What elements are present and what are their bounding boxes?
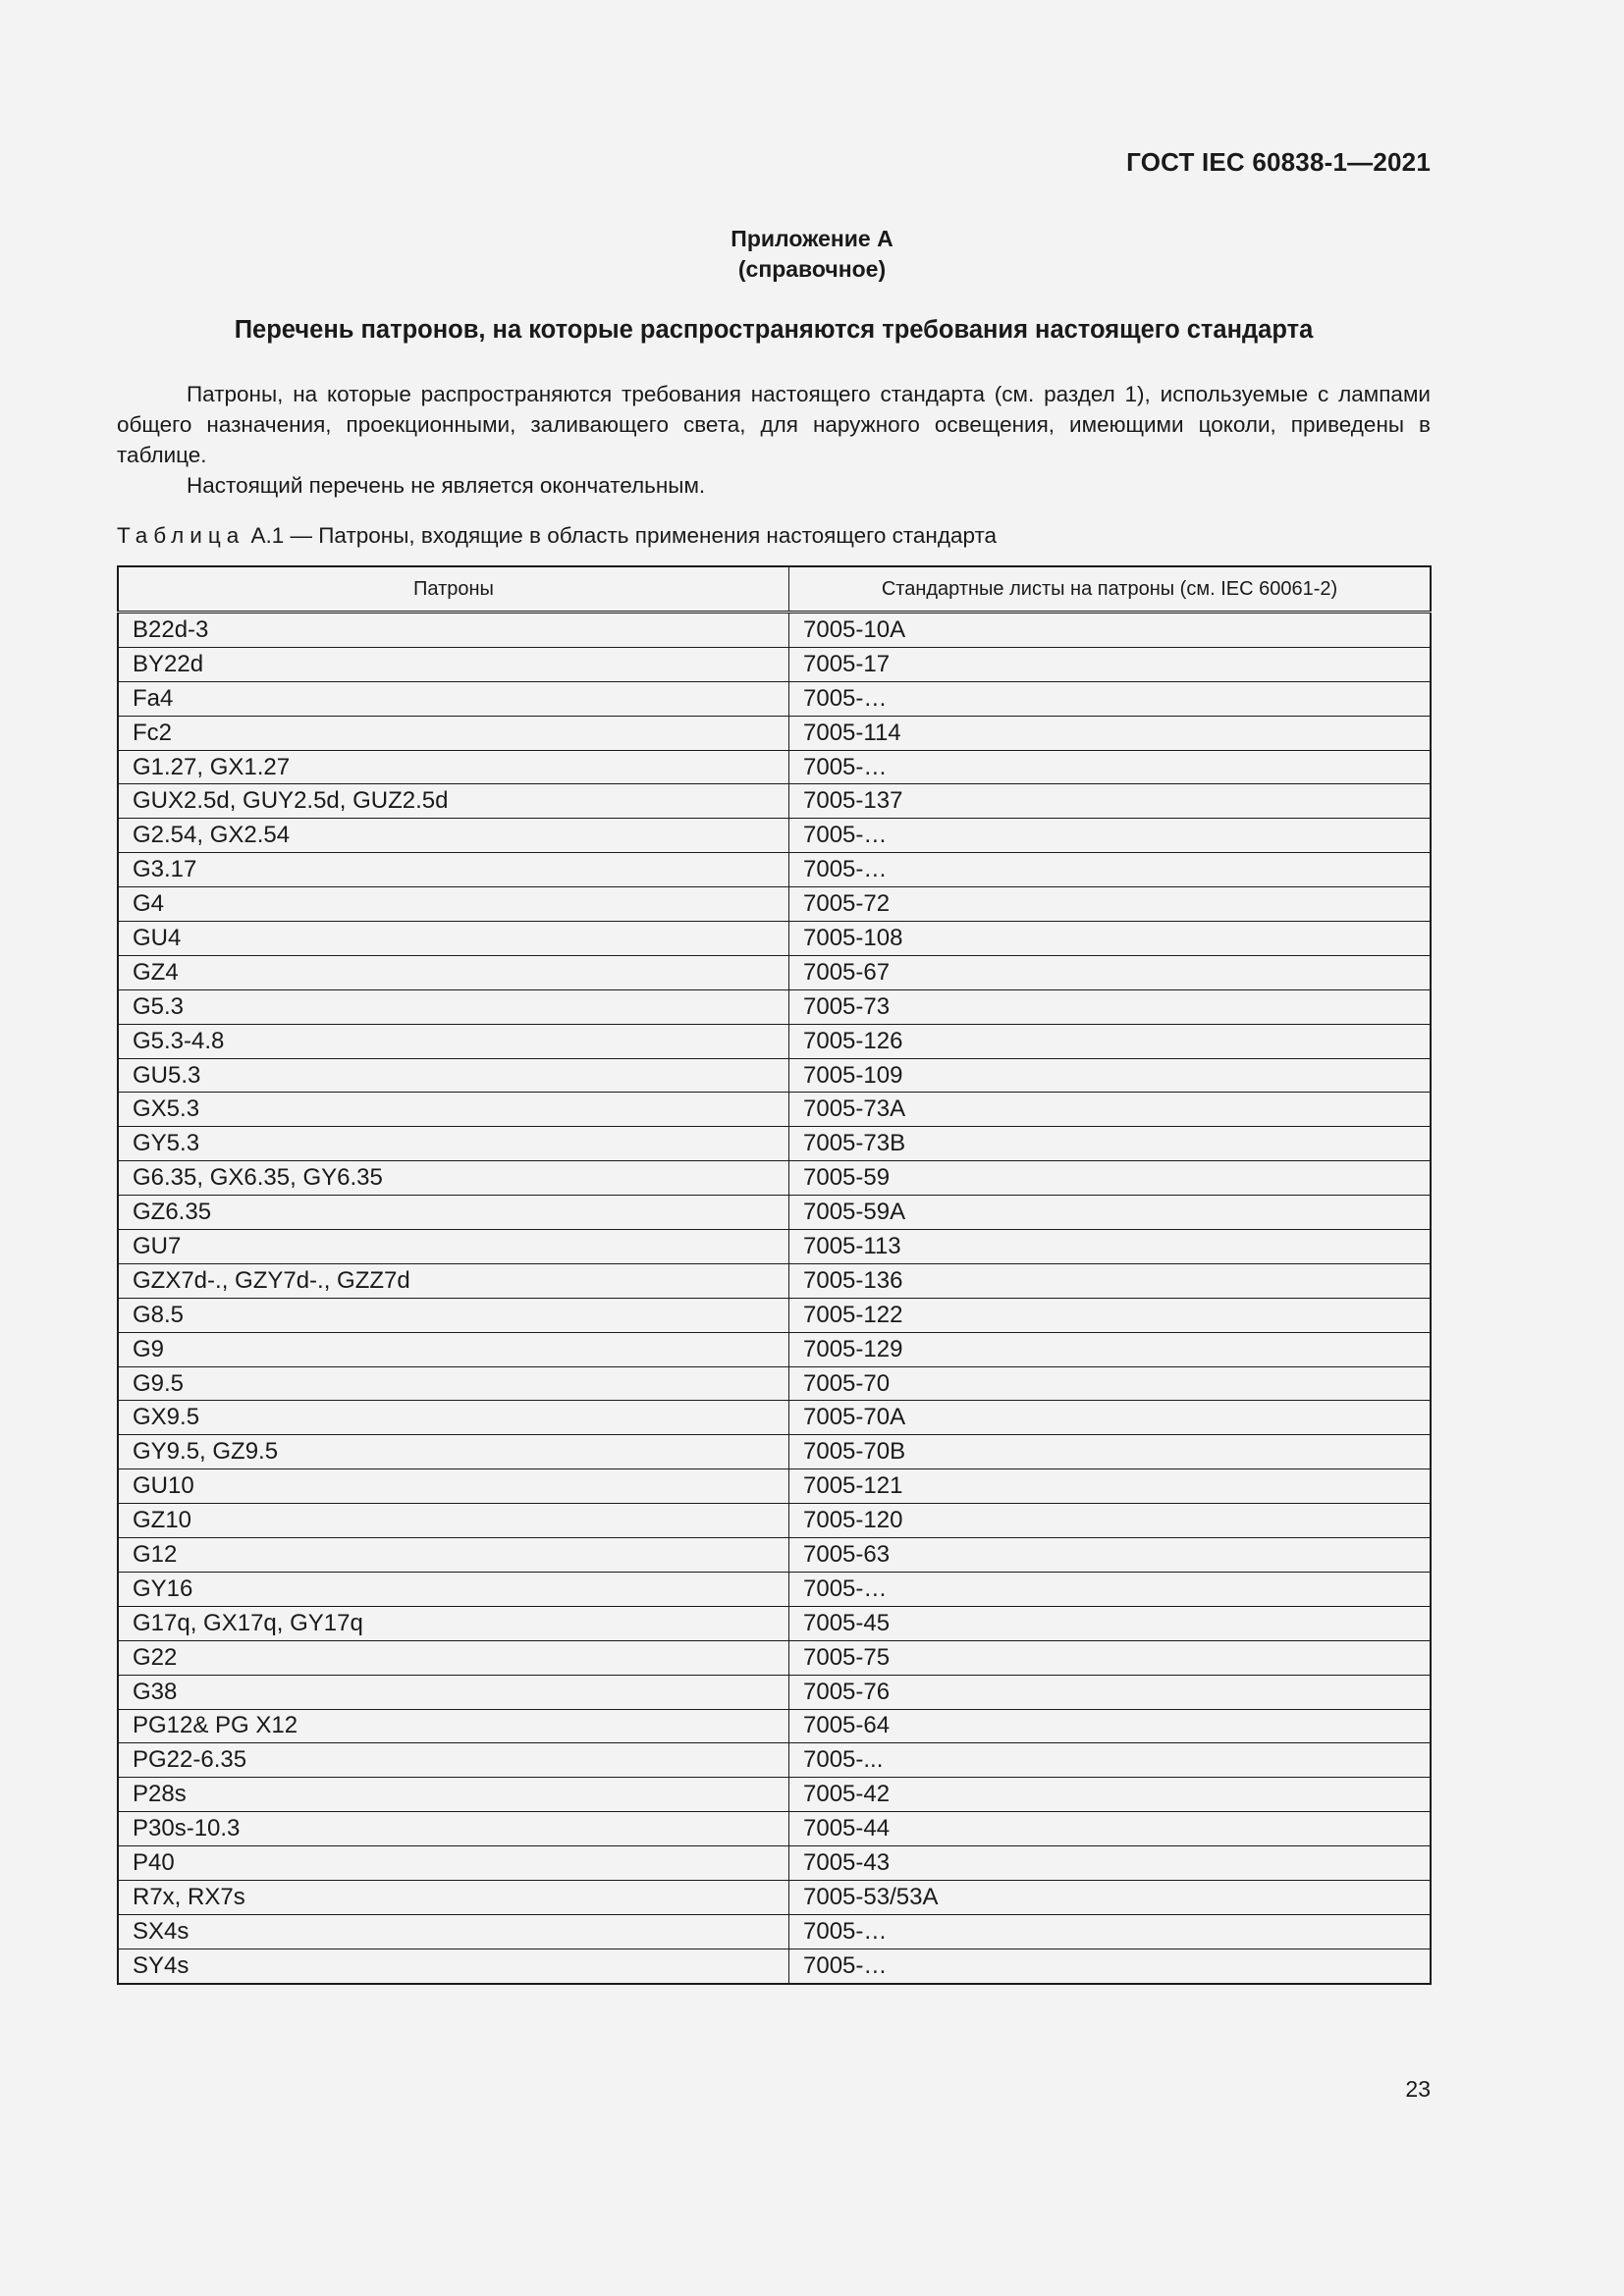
table-row [118,1504,1431,1538]
standard-sheet-cell: 7005-63 [789,1538,1432,1573]
standard-sheet-cell: 7005-114 [789,716,1432,750]
standard-sheet-cell: 7005-53/53A [789,1880,1432,1914]
table-row [118,989,1431,1024]
table-row [118,1127,1431,1161]
socket-cell: G6.35, GX6.35, GY6.35 [118,1161,789,1196]
socket-cell: SY4s [118,1949,789,1983]
socket-cell: Fc2 [118,716,789,750]
table-row [118,1161,1431,1196]
standard-sheet-cell: 7005-… [789,1914,1432,1949]
socket-cell: GU5.3 [118,1058,789,1093]
table-row [118,681,1431,716]
standard-sheet-cell: 7005-122 [789,1298,1432,1332]
intro-paragraph: Патроны, на которые распространяются требования настоящего стандарта (см. раздел 1), используемые с лампами общего назначения, проекционными, заливающего света, для наружного освещения, имеющими цоколи, приведены в таблице. [117,382,1431,467]
socket-cell: G38 [118,1675,789,1709]
table-row [118,1366,1431,1401]
socket-cell: G1.27, GX1.27 [118,750,789,784]
socket-cell: G8.5 [118,1298,789,1332]
table-row [118,1880,1431,1914]
table-row [118,1196,1431,1230]
socket-cell: GY16 [118,1572,789,1606]
table-row [118,716,1431,750]
standard-sheet-cell: 7005-… [789,1949,1432,1983]
socket-cell: GU4 [118,922,789,956]
standard-sheet-cell: 7005-17 [789,647,1432,681]
standard-sheet-cell: 7005-129 [789,1332,1432,1366]
socket-cell: GZ6.35 [118,1196,789,1230]
appendix-subtitle: (справочное) [737,256,887,282]
socket-cell: G3.17 [118,853,789,887]
socket-cell: GZ10 [118,1504,789,1538]
intro-paragraph: Настоящий перечень не является окончательным. [187,473,706,498]
socket-cell: GZX7d-., GZY7d-., GZZ7d [118,1263,789,1298]
socket-cell: GX5.3 [118,1093,789,1127]
standard-sheet-cell: 7005-73 [789,989,1432,1024]
socket-cell: BY22d [118,647,789,681]
standard-sheet-cell: 7005-75 [789,1640,1432,1675]
table-row [118,1572,1431,1606]
table-row [118,1640,1431,1675]
sockets-table [117,565,1432,1985]
table-row [118,784,1431,819]
standard-sheet-cell: 7005-… [789,750,1432,784]
table-row [118,750,1431,784]
standard-sheet-cell: 7005-136 [789,1263,1432,1298]
table-row [118,1778,1431,1812]
standard-sheet-cell: 7005-126 [789,1024,1432,1058]
standard-sheet-cell: 7005-45 [789,1606,1432,1640]
socket-cell: Fa4 [118,681,789,716]
table-row [118,955,1431,989]
socket-cell: GY5.3 [118,1127,789,1161]
standard-sheet-cell: 7005-… [789,681,1432,716]
standard-sheet-cell: 7005-120 [789,1504,1432,1538]
socket-cell: GX9.5 [118,1401,789,1435]
socket-cell: PG12& PG X12 [118,1709,789,1743]
table-row [118,1812,1431,1846]
socket-cell: R7x, RX7s [118,1880,789,1914]
socket-cell: SX4s [118,1914,789,1949]
table-caption-label: Таблица [117,523,245,548]
intro-text [117,379,1431,501]
standard-sheet-cell: 7005-70A [789,1401,1432,1435]
table-row [118,887,1431,922]
table-row [118,1538,1431,1573]
standard-sheet-cell: 7005-44 [789,1812,1432,1846]
socket-cell: G9.5 [118,1366,789,1401]
standard-sheet-cell: 7005-108 [789,922,1432,956]
standard-sheet-cell: 7005-76 [789,1675,1432,1709]
standard-sheet-cell: 7005-... [789,1743,1432,1778]
column-header-standard-sheets: Стандартные листы на патроны (см. IEC 60061-2) [789,566,1432,613]
table-row [118,922,1431,956]
table-row [118,1401,1431,1435]
socket-cell: G5.3-4.8 [118,1024,789,1058]
standard-sheet-cell: 7005-113 [789,1230,1432,1264]
socket-cell: GY9.5, GZ9.5 [118,1435,789,1469]
table-row [118,853,1431,887]
table-row [118,819,1431,853]
table-row [118,1709,1431,1743]
socket-cell: G12 [118,1538,789,1573]
section-heading: Перечень патронов, на которые распространяются требования настоящего стандарта [234,316,1314,344]
table-body [118,613,1431,1984]
standard-sheet-cell: 7005-73A [789,1093,1432,1127]
socket-cell: GUX2.5d, GUY2.5d, GUZ2.5d [118,784,789,819]
standard-sheet-cell: 7005-64 [789,1709,1432,1743]
standard-sheet-cell: 7005-59A [789,1196,1432,1230]
standard-sheet-cell: 7005-… [789,1572,1432,1606]
table-caption-text: А.1 — Патроны, входящие в область применения настоящего стандарта [244,523,998,548]
socket-cell: G5.3 [118,989,789,1024]
socket-cell: PG22-6.35 [118,1743,789,1778]
table-row [118,1298,1431,1332]
standard-sheet-cell: 7005-67 [789,955,1432,989]
table-caption [117,523,997,549]
socket-cell: GU10 [118,1469,789,1504]
socket-cell: B22d-3 [118,613,789,648]
column-header-sockets: Патроны [118,566,789,613]
table-row [118,613,1431,648]
table-row [118,1846,1431,1881]
socket-cell: P28s [118,1778,789,1812]
table-row [118,1093,1431,1127]
table-row [118,1743,1431,1778]
socket-cell: G17q, GX17q, GY17q [118,1606,789,1640]
standard-sheet-cell: 7005-109 [789,1058,1432,1093]
table-row [118,1469,1431,1504]
table-row [118,1675,1431,1709]
standard-sheet-cell: 7005-42 [789,1778,1432,1812]
standard-sheet-cell: 7005-72 [789,887,1432,922]
socket-cell: P30s-10.3 [118,1812,789,1846]
standard-sheet-cell: 7005-137 [789,784,1432,819]
table-row [118,1332,1431,1366]
standard-sheet-cell: 7005-121 [789,1469,1432,1504]
socket-cell: P40 [118,1846,789,1881]
table-header-row [118,566,1431,613]
table-row [118,1914,1431,1949]
standard-sheet-cell: 7005-73B [789,1127,1432,1161]
table-row [118,1058,1431,1093]
socket-cell: G2.54, GX2.54 [118,819,789,853]
table-row [118,1606,1431,1640]
standard-sheet-cell: 7005-… [789,819,1432,853]
standard-sheet-cell: 7005-59 [789,1161,1432,1196]
table-row [118,1230,1431,1264]
socket-cell: GU7 [118,1230,789,1264]
table-row [118,1024,1431,1058]
table-row [118,1949,1431,1983]
table-row [118,1435,1431,1469]
standard-sheet-cell: 7005-10A [789,613,1432,648]
socket-cell: G22 [118,1640,789,1675]
socket-cell: G4 [118,887,789,922]
appendix-title: Приложение А [731,226,893,251]
socket-cell: GZ4 [118,955,789,989]
standard-sheet-cell: 7005-70B [789,1435,1432,1469]
standard-sheet-cell: 7005-70 [789,1366,1432,1401]
socket-cell: G9 [118,1332,789,1366]
page-number: 23 [1405,2076,1431,2102]
table-row [118,1263,1431,1298]
standard-sheet-cell: 7005-43 [789,1846,1432,1881]
table-row [118,647,1431,681]
appendix-heading [0,224,1624,285]
standard-sheet-cell: 7005-… [789,853,1432,887]
document-number: ГОСТ IEC 60838-1—2021 [1126,147,1431,177]
